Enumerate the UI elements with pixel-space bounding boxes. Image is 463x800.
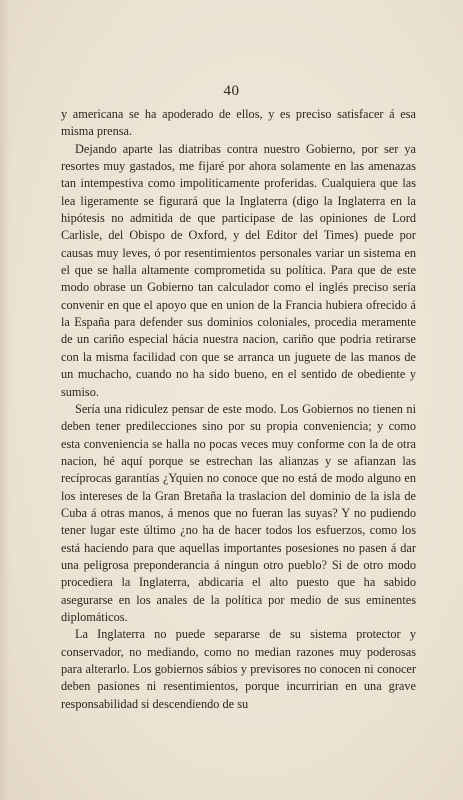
paragraph: y americana se ha apoderado de ellos, y es preciso satisfacer á esa misma prensa. (61, 107, 416, 139)
page-edge-shadow (0, 0, 10, 800)
page-number: 40 (223, 83, 240, 99)
body-text (61, 106, 416, 713)
paragraph: Dejando aparte las diatribas contra nuestro Gobierno, por ser ya resortes muy gastados, me fijaré por ahora solamente en las amenazas tan intempestiva como impoliticamente proferidas. Cualquiera que las lea ligeramente se figurará que la Inglaterra (digo la Inglaterra en la hipótesis no admitida de que participase de las opiniones de Lord Carlisle, del Obispo de Oxford, y del Editor del Times) puede por causas muy leves, ó por resentimientos personales variar un sistema en el que se halla altamente comprometida su política. Para que de este modo obrase un Gobierno tan calculador como el inglés preciso sería convenir en que el apoyo que en union de la Francia hubiera ofrecido á la España para defender sus dominios coloniales, procedia meramente de un cariño especial hácia nuestra nacion, cariño que podria retirarse con la misma facilidad con que se arranca un juguete de las manos de un muchacho, cuando no ha sido bueno, en el sentido de obediente y sumiso. (61, 141, 416, 399)
paragraph: Sería una ridiculez pensar de este modo. Los Gobiernos no tienen ni deben tener predilecciones sino por su propia conveniencia; y como esta conveniencia se halla no pocas veces muy conforme con la de otra nacion, hé aquí porque se estrechan las alianzas y se afianzan las recíprocas garantías ¿Yquien no conoce que no está de modo alguno en los intereses de la Gran Bretaña la traslacion del dominio de la isla de Cuba á otras manos, á menos que no fueran las suyas? Y no pudiendo tener lugar este último ¿no ha de hacer todos los esfuerzos, como los está haciendo para que aquellas importantes posesiones no pasen á dar una peligrosa preponderancia á ningun otro pueblo? Si de otro modo procediera la Inglaterra, abdicaria el alto puesto que ha sabido asegurarse en los anales de la política por medio de sus eminentes diplomáticos. (61, 401, 416, 624)
paragraph: La Inglaterra no puede separarse de su sistema protector y conservador, no mediando, como no median razones muy poderosas para alterarlo. Los gobiernos sábios y previsores no conocen ni conocer deben pasiones ni resentimientos, porque incurririan en una grave responsabilidad si descendiendo de su (61, 627, 416, 711)
